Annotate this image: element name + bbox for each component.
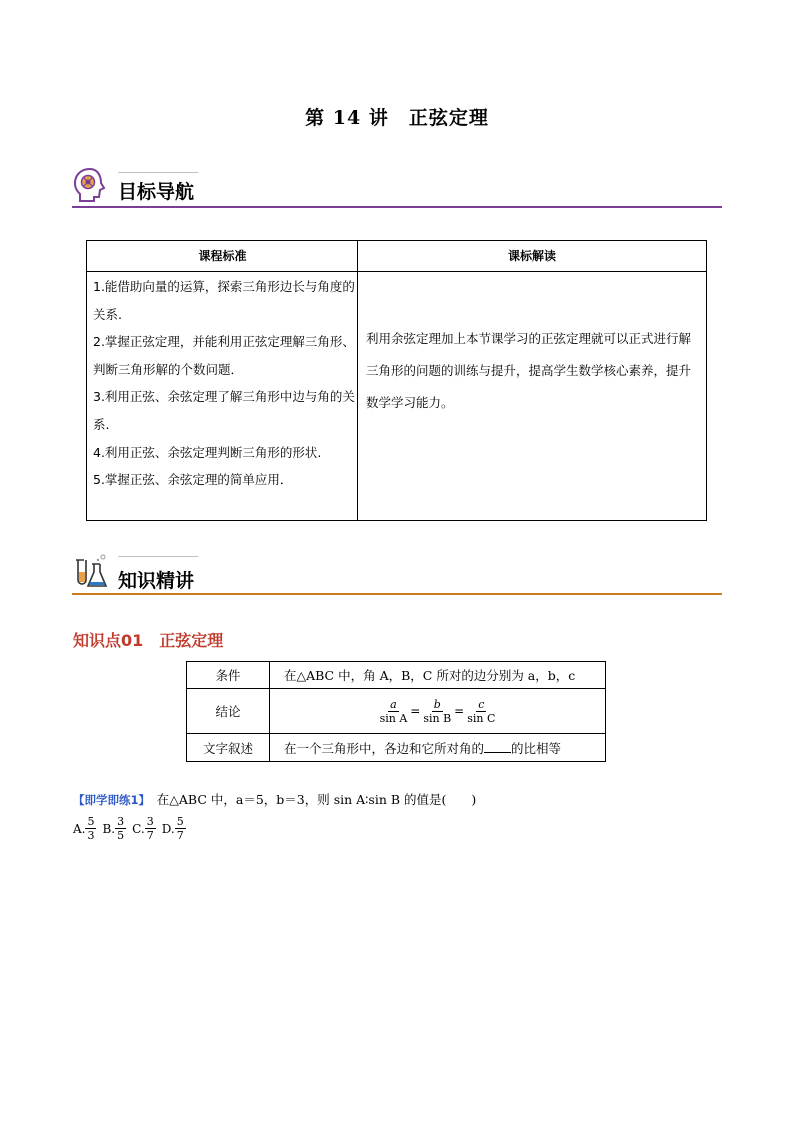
interpretation-text: 利用余弦定理加上本节课学习的正弦定理就可以正式进行解三角形的问题的训练与提升，提高学生数学核心素养，提升数学学习能力。 bbox=[366, 331, 692, 410]
option-c[interactable]: C. $\frac{3}{7}$ bbox=[132, 815, 154, 842]
header-interpretation: 课标解读 bbox=[358, 241, 706, 272]
head-gear-icon bbox=[72, 166, 108, 204]
fraction: $\frac{a}{\text{sin A}}$ bbox=[379, 697, 408, 725]
section-rule-knowledge bbox=[72, 593, 722, 595]
standard-item: 4.利用正弦、余弦定理判断三角形的形状. bbox=[93, 444, 322, 460]
standard-item: 3.利用正弦、余弦定理了解三角形中边与角的关系. bbox=[93, 389, 355, 432]
answer-blank[interactable] bbox=[484, 740, 511, 753]
section-top-line bbox=[118, 556, 198, 557]
standard-item: 5.掌握正弦、余弦定理的简单应用． bbox=[93, 472, 293, 488]
row-value-condition: 在△ABC 中，角 A，B，C 所对的边分别为 a，b，c bbox=[270, 662, 606, 689]
sine-rule-formula: $\frac{a}{\text{sin A}}$ = $\frac{b}{\text{sin B}}$ = $\frac{c}{\text{sin C}}$ bbox=[270, 689, 606, 734]
practice-tag: 【即学即练1】 bbox=[73, 793, 145, 807]
row-value-statement: 在一个三角形中，各边和它所对角的 的比相等 bbox=[270, 734, 606, 762]
flask-icon bbox=[70, 552, 110, 592]
standards-table bbox=[86, 240, 707, 521]
table-row bbox=[187, 734, 606, 762]
section-title-knowledge: 知识精讲 bbox=[118, 570, 195, 592]
standard-item: 2.掌握正弦定理，并能利用正弦定理解三角形、判断三角形解的个数问题． bbox=[93, 334, 355, 377]
row-label-conclusion: 结论 bbox=[187, 689, 270, 734]
knowledge-point-title: 知识点01 正弦定理 bbox=[73, 631, 224, 650]
option-b[interactable]: B. $\frac{3}{5}$ bbox=[102, 815, 125, 842]
answer-options bbox=[73, 815, 192, 842]
option-d[interactable]: D. $\frac{5}{7}$ bbox=[161, 815, 184, 842]
row-label-statement: 文字叙述 bbox=[187, 734, 270, 762]
table-row bbox=[187, 662, 606, 689]
page-title: 第 14 讲 正弦定理 bbox=[305, 107, 489, 129]
header-course-standard: 课程标准 bbox=[87, 241, 358, 272]
option-a[interactable]: A. $\frac{5}{3}$ bbox=[73, 815, 95, 842]
section-top-line bbox=[118, 172, 198, 173]
fraction: $\frac{b}{\text{sin B}}$ bbox=[423, 697, 452, 725]
question-text: 在△ABC 中，a＝5，b＝3，则 sin A∶sin B 的值是( ) bbox=[144, 792, 477, 807]
column-divider bbox=[357, 241, 358, 520]
standards-list bbox=[93, 273, 355, 494]
standard-item: 1.能借助向量的运算，探索三角形边长与角度的关系. bbox=[93, 279, 355, 322]
row-label-condition: 条件 bbox=[187, 662, 270, 689]
section-rule-goals bbox=[72, 206, 722, 208]
table-row bbox=[187, 689, 606, 734]
section-title-goals: 目标导航 bbox=[118, 181, 195, 203]
practice-question bbox=[73, 790, 476, 808]
fraction: $\frac{c}{\text{sin C}}$ bbox=[467, 697, 496, 725]
sine-rule-table bbox=[186, 661, 606, 762]
